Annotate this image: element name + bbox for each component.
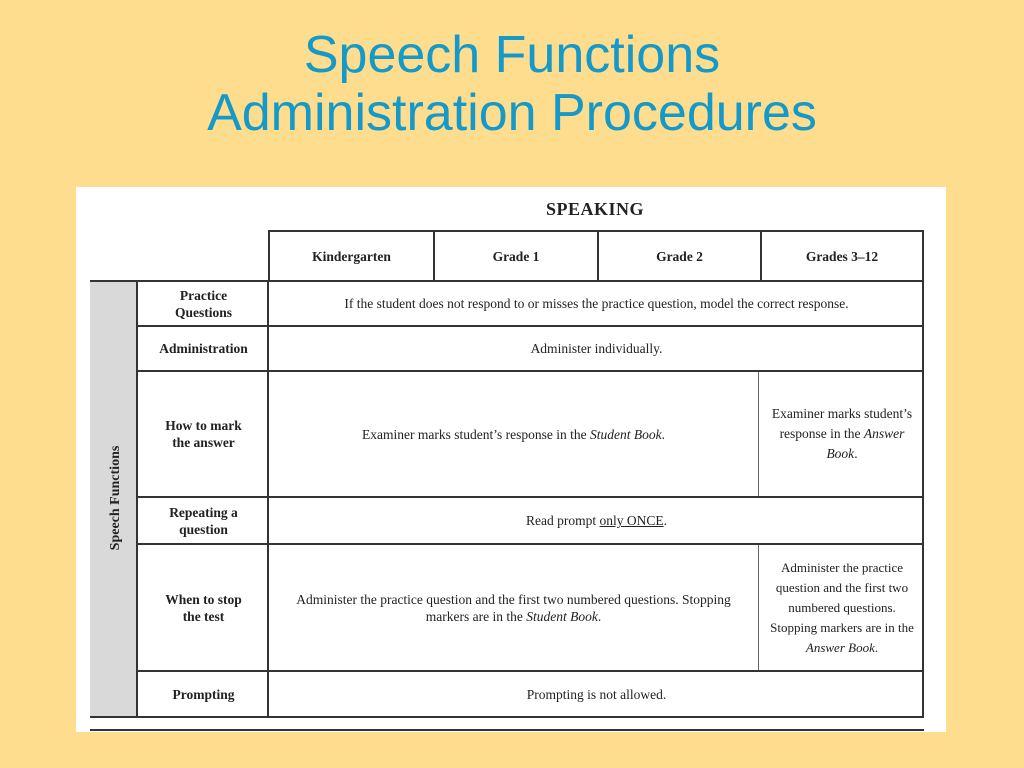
col-header-kindergarten: Kindergarten [312, 248, 391, 264]
when-to-stop-text-k-2: Administer the practice question and the first two numbered questions. Stopping markers are in the Student Book. [296, 591, 731, 624]
row-label-administration: Administration [159, 341, 248, 356]
how-to-mark-text-3-12: Examiner marks student’s response in the Answer Book. [771, 406, 913, 461]
side-label: Speech Functions [108, 445, 123, 551]
administration-text: Administer individually. [530, 341, 663, 356]
col-header-grades-3-12: Grades 3–12 [805, 248, 879, 264]
row-label-repeating: Repeating a question [169, 504, 238, 537]
when-to-stop-text-3-12: Administer the practice question and the first two numbered questions. Stopping markers are in the Answer Book. [770, 559, 914, 655]
row-label-when-to-stop: When to stop the test [165, 591, 242, 624]
slide-title [0, 26, 1024, 142]
row-label-practice-questions: Practice Questions [174, 287, 232, 320]
title-line-1: Speech Functions [303, 26, 721, 84]
row-label-how-to-mark: How to mark the answer [165, 418, 242, 450]
prompting-text: Prompting is not allowed. [526, 686, 667, 702]
practice-questions-text: If the student does not respond to or misses the practice question, model the correct response. [344, 296, 849, 311]
table-caption: SPEAKING [545, 199, 645, 219]
repeating-text: Read prompt only ONCE. [526, 513, 667, 528]
col-header-grade-2: Grade 2 [656, 248, 703, 264]
title-line-2: Administration Procedures [207, 84, 817, 142]
how-to-mark-text-k-2: Examiner marks student’s response in the Student Book. [362, 426, 665, 442]
col-header-grade-1: Grade 1 [492, 248, 540, 264]
row-label-prompting: Prompting [172, 686, 235, 702]
